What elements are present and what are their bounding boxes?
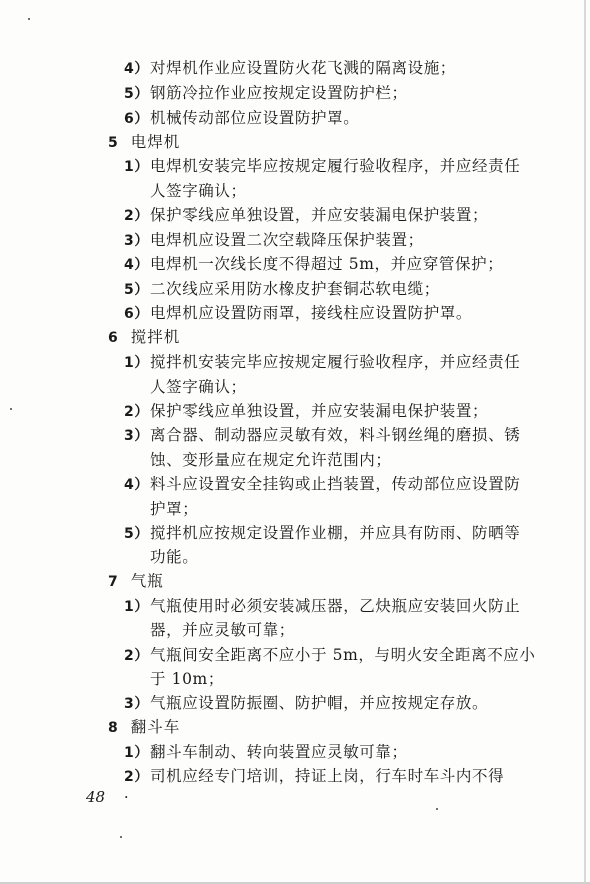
item-number: 5） — [124, 86, 149, 102]
list-item — [124, 401, 488, 422]
list-item — [124, 425, 520, 446]
item-number: 2） — [124, 769, 149, 785]
list-item — [124, 523, 520, 544]
list-item — [124, 58, 456, 79]
item-text: 气瓶应设置防振圈、防护帽，并应按规定存放。 — [150, 694, 489, 712]
item-text: 钢筋冷拉作业应按规定设置防护栏； — [150, 84, 408, 102]
list-item — [124, 303, 472, 324]
list-item — [124, 156, 520, 177]
item-text: 保护零线应单独设置，并应安装漏电保护装置； — [150, 206, 489, 224]
item-number: 4） — [124, 61, 149, 77]
list-item — [124, 230, 424, 251]
section-number: 5 — [108, 135, 119, 151]
item-number: 3） — [124, 428, 149, 444]
item-text: 翻斗车制动、转向装置应灵敏可靠； — [150, 743, 408, 761]
section-heading — [108, 327, 180, 348]
item-number: 2） — [124, 648, 149, 664]
item-number: 6） — [124, 306, 149, 322]
list-item-continuation: 人签字确认； — [150, 378, 247, 396]
list-item — [124, 766, 504, 787]
section-heading — [108, 132, 180, 153]
item-number: 1） — [124, 355, 149, 371]
list-item — [124, 474, 520, 495]
item-text: 电焊机一次线长度不得超过 5m，并应穿管保护； — [150, 255, 504, 273]
section-title: 搅拌机 — [130, 328, 181, 346]
item-number: 2） — [124, 208, 149, 224]
scan-speck — [10, 408, 12, 410]
item-text: 电焊机应设置防雨罩，接线柱应设置防护罩。 — [150, 304, 473, 322]
page-number-mark: · — [123, 788, 129, 806]
item-number: 1） — [124, 745, 149, 761]
list-item — [124, 645, 536, 666]
item-text: 电焊机安装完毕应按规定履行验收程序，并应经责任 — [150, 157, 521, 175]
list-item-continuation: 蚀、变形量应在规定允许范围内； — [150, 451, 392, 469]
item-number: 1） — [124, 159, 149, 175]
item-number: 6） — [124, 111, 149, 127]
item-number: 2） — [124, 404, 149, 420]
page-edge-right — [584, 0, 586, 884]
item-text: 料斗应设置安全挂钩或止挡装置，传动部位应设置防 — [150, 475, 521, 493]
list-item — [124, 279, 440, 300]
list-item-continuation: 护罩； — [150, 500, 199, 518]
item-number: 5） — [124, 282, 149, 298]
list-item-continuation: 于 10m； — [150, 670, 224, 688]
item-number: 1） — [124, 599, 149, 615]
item-text: 离合器、制动器应灵敏有效，料斗钢丝绳的磨损、锈 — [150, 426, 521, 444]
page-number-value: 48 — [86, 788, 106, 806]
item-number: 4） — [124, 477, 149, 493]
item-text: 对焊机作业应设置防火花飞溅的隔离设施； — [150, 59, 456, 77]
list-item — [124, 693, 488, 714]
item-text: 搅拌机安装完毕应按规定履行验收程序，并应经责任 — [150, 353, 521, 371]
section-number: 8 — [108, 720, 119, 736]
item-text: 司机应经专门培训，持证上岗，行车时车斗内不得 — [150, 767, 505, 785]
item-text: 气瓶间安全距离不应小于 5m，与明火安全距离不应小 — [150, 646, 536, 664]
page-number — [86, 788, 129, 806]
section-number: 7 — [108, 574, 119, 590]
list-item — [124, 254, 503, 275]
section-heading — [108, 571, 164, 592]
list-item — [124, 83, 408, 104]
item-text: 搅拌机应按规定设置作业棚，并应具有防雨、防晒等 — [150, 524, 521, 542]
item-text: 气瓶使用时必须安装减压器，乙炔瓶应安装回火防止 — [150, 597, 521, 615]
item-number: 3） — [124, 696, 149, 712]
item-text: 保护零线应单独设置，并应安装漏电保护装置； — [150, 402, 489, 420]
scan-speck — [436, 808, 438, 810]
item-text: 机械传动部位应设置防护罩。 — [150, 109, 360, 127]
section-title: 电焊机 — [130, 133, 181, 151]
scan-speck — [28, 18, 30, 20]
list-item — [124, 108, 359, 129]
list-item-continuation: 人签字确认； — [150, 182, 247, 200]
section-title: 气瓶 — [130, 572, 164, 590]
item-number: 3） — [124, 233, 149, 249]
list-item-continuation: 器，并应灵敏可靠； — [150, 621, 295, 639]
list-item — [124, 742, 408, 763]
item-number: 5） — [124, 526, 149, 542]
section-number: 6 — [108, 330, 119, 346]
section-title: 翻斗车 — [130, 718, 181, 736]
list-item — [124, 352, 520, 373]
list-item — [124, 205, 488, 226]
section-heading — [108, 717, 180, 738]
scan-speck — [120, 836, 122, 838]
item-text: 二次线应采用防水橡皮护套铜芯软电缆； — [150, 280, 440, 298]
item-text: 电焊机应设置二次空载降压保护装置； — [150, 231, 424, 249]
list-item-continuation: 功能。 — [150, 548, 199, 566]
list-item — [124, 596, 520, 617]
item-number: 4） — [124, 257, 149, 273]
